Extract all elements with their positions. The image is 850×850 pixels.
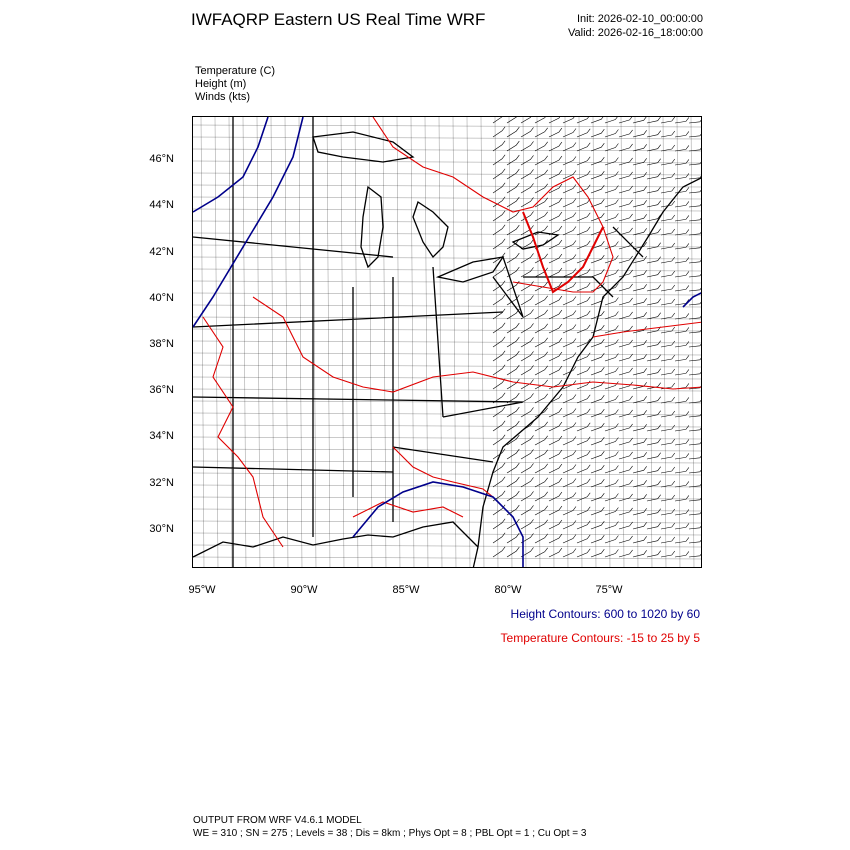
lat-label: 36°N [149, 384, 174, 396]
lat-label: 42°N [149, 246, 174, 258]
model-info: OUTPUT FROM WRF V4.6.1 MODEL [193, 815, 362, 826]
height-field-label: Height (m) [195, 78, 247, 90]
lon-label: 95°W [188, 584, 216, 596]
chart-title: IWFAQRP Eastern US Real Time WRF [191, 10, 486, 29]
lake-superior [313, 132, 413, 162]
lon-label: 75°W [595, 584, 623, 596]
county-boundaries [193, 117, 702, 568]
temperature-contour-legend: Temperature Contours: -15 to 25 by 5 [500, 631, 700, 645]
height-contour-legend: Height Contours: 600 to 1020 by 60 [510, 607, 700, 621]
lon-label: 90°W [290, 584, 318, 596]
valid-time: Valid: 2026-02-16_18:00:00 [568, 27, 703, 39]
county-lines [193, 117, 702, 568]
weather-map [193, 117, 702, 568]
lat-label: 30°N [149, 523, 174, 535]
lon-label: 85°W [392, 584, 420, 596]
gulf-coastline [193, 522, 478, 557]
state-boundaries [193, 117, 702, 568]
lat-label: 44°N [149, 199, 174, 211]
lat-label: 32°N [149, 477, 174, 489]
lake-huron [413, 202, 448, 257]
map-panel [192, 116, 702, 568]
lat-label: 40°N [149, 292, 174, 304]
init-time: Init: 2026-02-10_00:00:00 [577, 13, 703, 25]
lat-label: 38°N [149, 338, 174, 350]
lat-label: 34°N [149, 430, 174, 442]
winds-field-label: Winds (kts) [195, 91, 250, 103]
height-contours [193, 117, 702, 568]
coastline [473, 177, 702, 568]
temperature-field-label: Temperature (C) [195, 65, 276, 77]
lat-label: 46°N [149, 153, 174, 165]
model-config: WE = 310 ; SN = 275 ; Levels = 38 ; Dis = 8km ; Phys Opt = 8 ; PBL Opt = 1 ; Cu Opt = 3 [193, 828, 587, 839]
lon-label: 80°W [494, 584, 522, 596]
temperature-contours [203, 117, 702, 547]
